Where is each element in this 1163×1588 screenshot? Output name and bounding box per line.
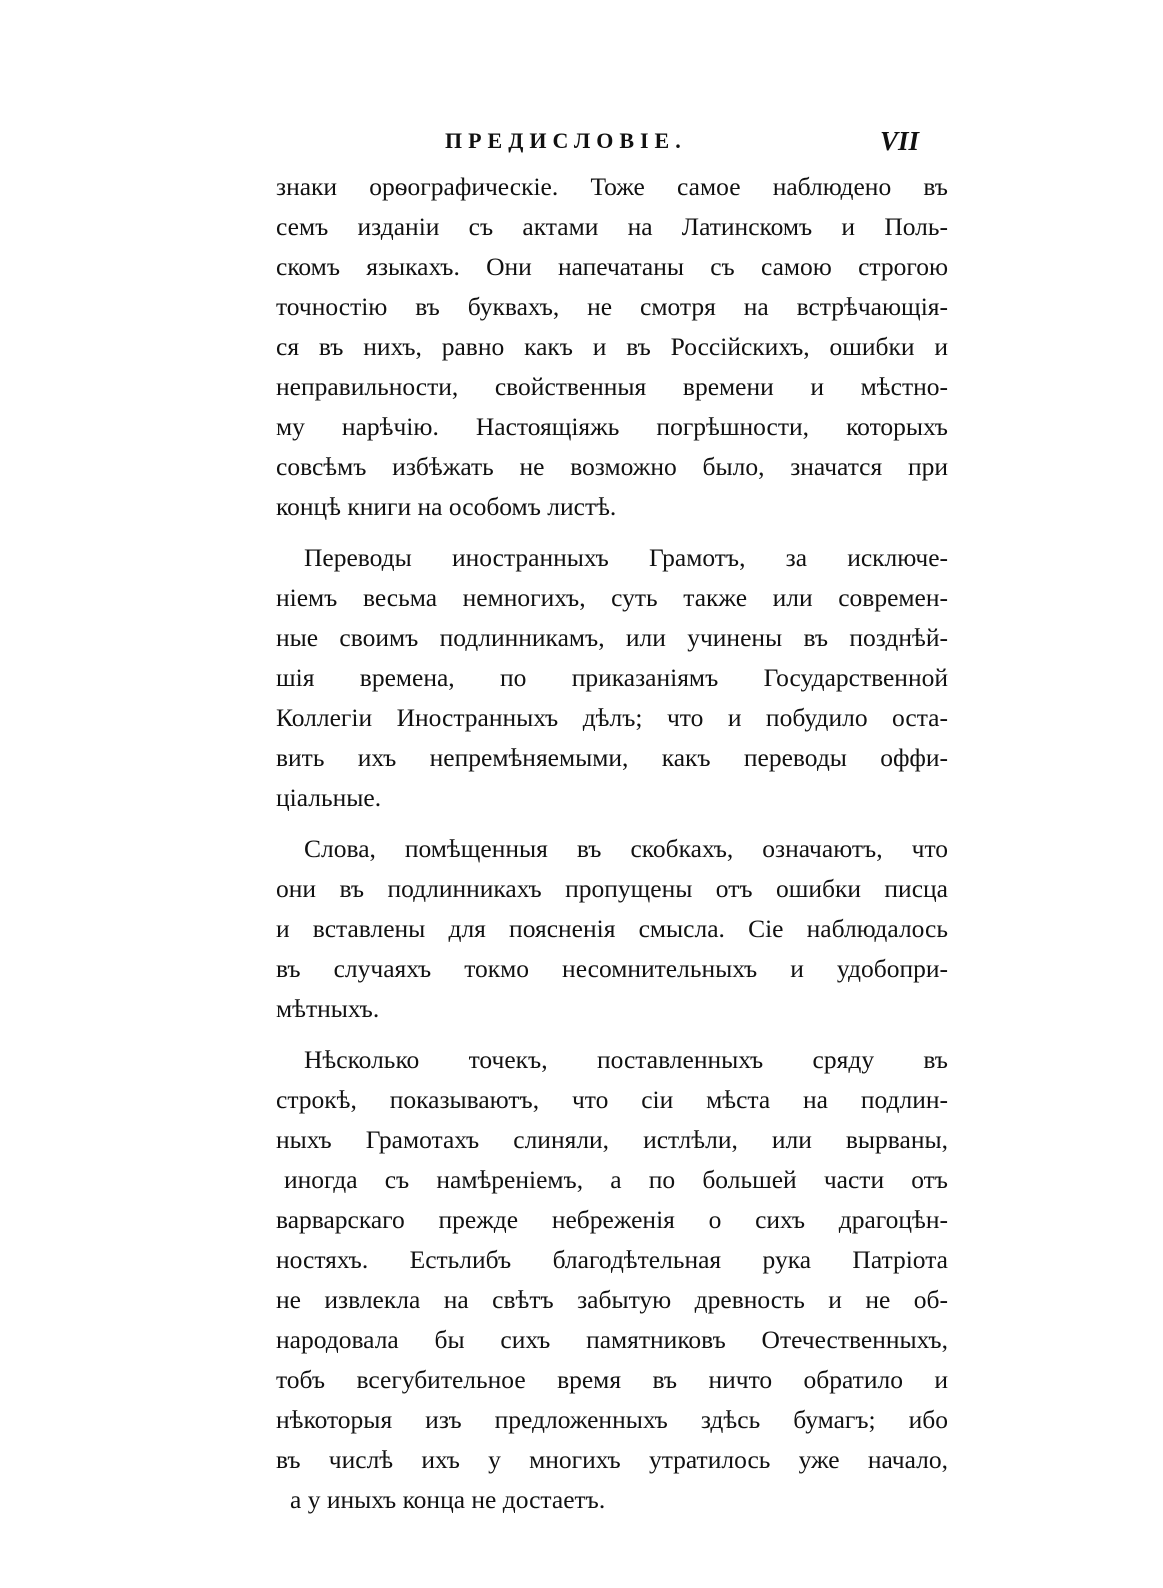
text-line: Коллегіи Иностранныхъ дѣлъ; что и побудило оста- [276,703,948,732]
text-line: неправильности, свойственныя времени и мѣстно- [276,372,948,401]
paragraph-3 [276,829,948,1029]
text-line: концѣ книги на особомъ листѣ. [276,492,617,521]
text-line: ся въ нихъ, равно какъ и въ Россійскихъ, ошибки и [276,332,948,361]
paragraph-4 [276,1040,948,1520]
text-line: въ числѣ ихъ у многихъ утратилось уже начало, [276,1445,948,1474]
text-line: Слова, помѣщенныя въ скобкахъ, означаютъ, что [304,834,948,863]
text-line: ностяхъ. Естьлибъ благодѣтельная рука Патріота [276,1245,948,1274]
text-line: и вставлены для поясненія смысла. Сіе наблюдалось [276,914,948,943]
text-line: мѣтныхъ. [276,994,380,1023]
text-line: скомъ языкахъ. Они напечатаны съ самою строгою [276,252,948,281]
text-line: ніемъ весьма немногихъ, суть также или современ- [276,583,948,612]
text-line: совсѣмъ избѣжать не возможно было, значатся при [276,452,948,481]
paragraph-2 [276,538,948,818]
text-line: Нѣсколько точекъ, поставленныхъ сряду въ [304,1045,948,1074]
text-line: му нарѣчію. Настоящіяжь погрѣшности, которыхъ [276,412,948,441]
text-line: семъ изданіи съ актами на Латинскомъ и Поль- [276,212,948,241]
text-line: нѣкоторыя изъ предложенныхъ здѣсь бумагъ; ибо [276,1405,948,1434]
body-text [276,167,948,1531]
text-line: они въ подлинникахъ пропущены отъ ошибки писца [276,874,948,903]
text-line: народовала бы сихъ памятниковъ Отечественныхъ, [276,1325,948,1354]
text-line: знаки орѳографическіе. Тоже самое наблюдено въ [276,172,948,201]
text-line: ныхъ Грамотахъ слиняли, истлѣли, или вырваны, [276,1125,948,1154]
text-line: въ случаяхъ токмо несомнительныхъ и удобопри- [276,954,948,983]
text-line: тобъ всегубительное время въ ничто обратило и [276,1365,948,1394]
text-line: строкѣ, показываютъ, что сіи мѣста на подлин- [276,1085,948,1114]
text-line: варварскаго прежде небреженія о сихъ драгоцѣн- [276,1205,948,1234]
text-line: иногда съ намѣреніемъ, а по большей части отъ [284,1165,948,1194]
paragraph-1 [276,167,948,527]
page-number: VII [880,126,920,156]
text-line: вить ихъ непремѣняемыми, какъ переводы оффи- [276,743,948,772]
text-line: Переводы иностранныхъ Грамотъ, за исключе- [304,543,948,572]
text-line: не извлекла на свѣтъ забытую древность и не об- [276,1285,948,1314]
running-title: ПРЕДИСЛОВІЕ. [445,128,687,153]
text-line: ные своимъ подлинникамъ, или учинены въ позднѣй- [276,623,948,652]
text-line: точностію въ буквахъ, не смотря на встрѣчающія- [276,292,948,321]
text-line: ціальные. [276,783,382,812]
text-line: шія времена, по приказаніямъ Государственной [276,663,948,692]
text-line: а у иныхъ конца не достаетъ. [290,1485,606,1514]
